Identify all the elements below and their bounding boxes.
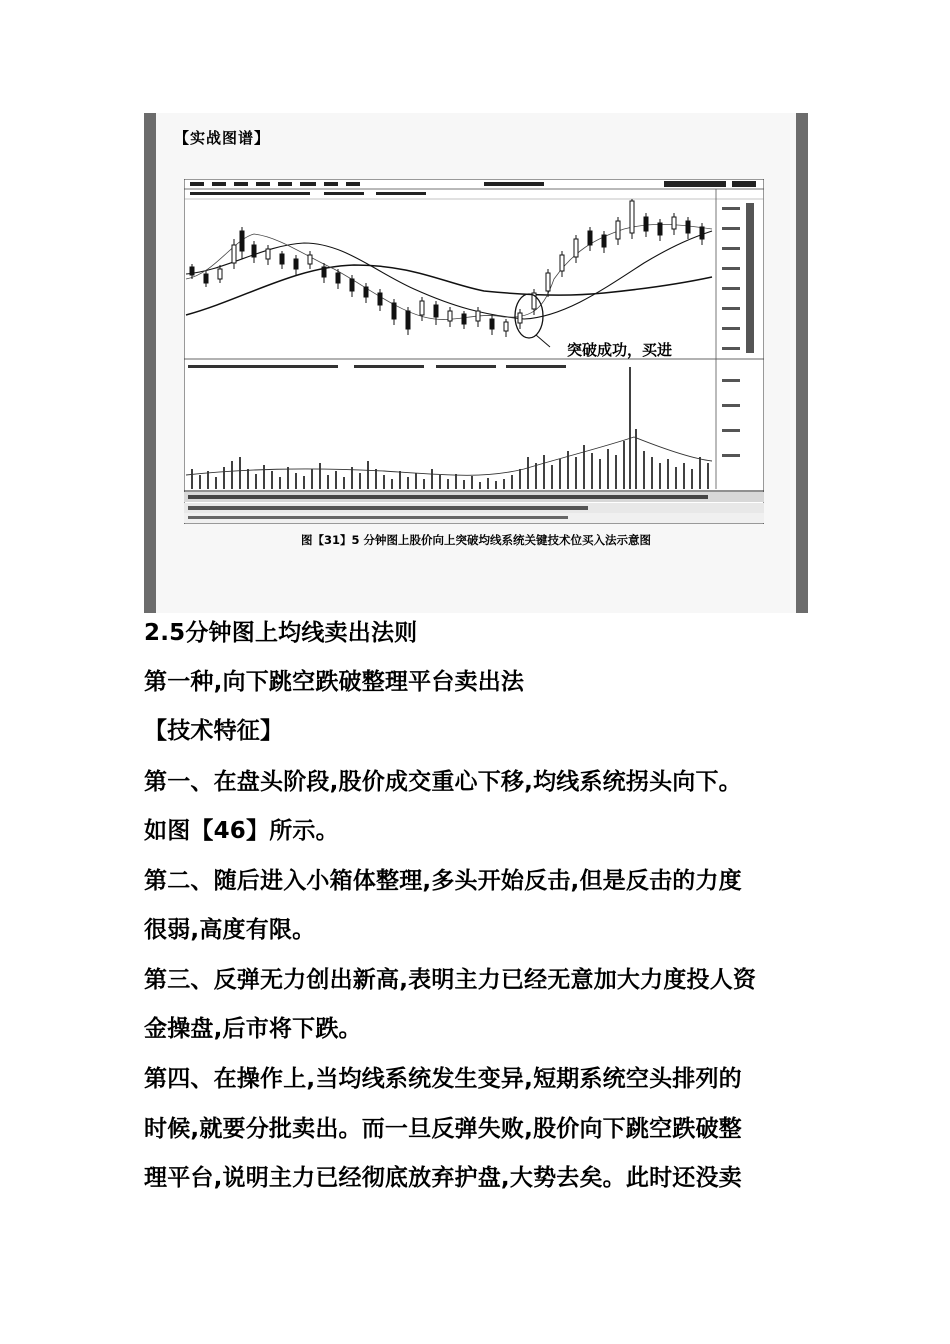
section-title: 2.5分钟图上均线卖出法则 bbox=[144, 620, 418, 646]
paragraph-line: 理平台,说明主力已经彻底放弃护盘,大势去矣。此时还没卖 bbox=[144, 1165, 742, 1191]
feature-heading: 【技术特征】 bbox=[144, 718, 284, 744]
paragraph-line: 金操盘,后市将下跌。 bbox=[144, 1016, 362, 1042]
chart-figure bbox=[144, 113, 808, 613]
paragraph-line: 第四、在操作上,当均线系统发生变异,短期系统空头排列的 bbox=[144, 1066, 742, 1092]
figure-label: 【实战图谱】 bbox=[174, 129, 271, 147]
paragraph-line: 时候,就要分批卖出。而一旦反弹失败,股价向下跳空跌破整 bbox=[144, 1116, 742, 1142]
paragraph-line: 第二、随后进入小箱体整理,多头开始反击,但是反击的力度 bbox=[144, 868, 742, 894]
paragraph-line: 很弱,高度有限。 bbox=[144, 917, 316, 943]
figure-caption: 图【31】5 分钟图上股价向上突破均线系统关键技术位买入法示意图 bbox=[300, 533, 651, 547]
paragraph-line: 如图【46】所示。 bbox=[144, 818, 339, 844]
breakout-annotation: 突破成功，买进 bbox=[567, 341, 673, 359]
method-title: 第一种,向下跳空跌破整理平台卖出法 bbox=[144, 669, 525, 695]
paragraph-line: 第三、反弹无力创出新高,表明主力已经无意加大力度投人资 bbox=[144, 967, 757, 993]
paragraph-line: 第一、在盘头阶段,股价成交重心下移,均线系统拐头向下。 bbox=[144, 769, 742, 795]
stock-chart-image bbox=[184, 179, 764, 524]
